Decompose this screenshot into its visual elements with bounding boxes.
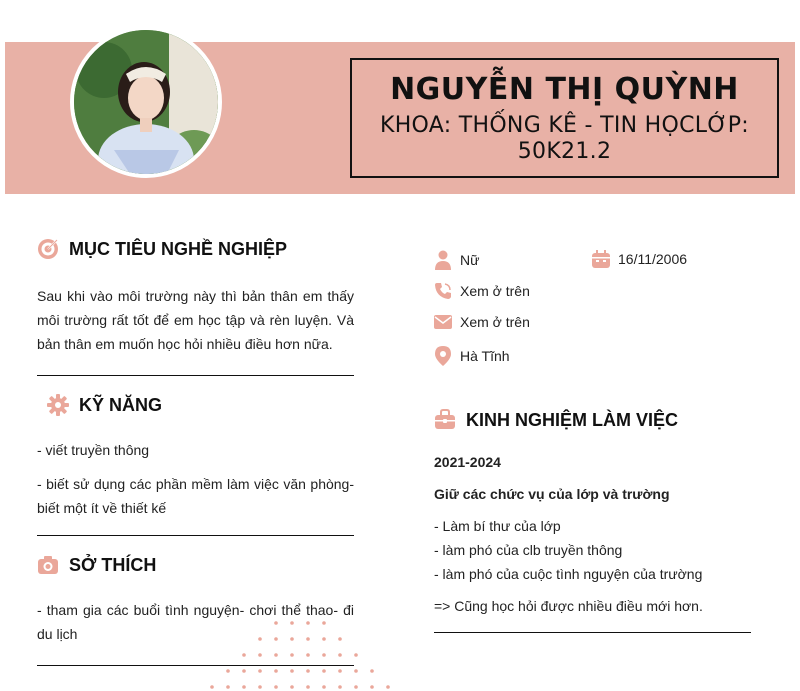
decorative-dot <box>322 637 326 641</box>
objective-text: Sau khi vào môi trường này thì bản thân em thấy môi trường rất tốt để em học tập và rèn luyện. Và bản thân em muốn học hỏi nhiều điều hơn nữa. <box>37 288 354 352</box>
skills-title: KỸ NĂNG <box>79 394 163 415</box>
location-pin-icon <box>434 346 452 366</box>
decorative-dot <box>242 653 246 657</box>
calendar-icon <box>592 250 610 268</box>
faculty-class: KHOA: THỐNG KÊ - TIN HỌCLỚP: 50K21.2 <box>379 113 750 164</box>
phone-row <box>434 282 530 300</box>
decorative-dot <box>258 685 262 689</box>
decorative-dot <box>274 669 278 673</box>
decorative-dot <box>370 669 374 673</box>
decorative-dot <box>322 653 326 657</box>
decorative-dot <box>306 685 310 689</box>
decorative-dot <box>290 669 294 673</box>
decorative-dot <box>338 669 342 673</box>
decorative-dot <box>306 621 310 625</box>
decorative-dot <box>242 669 246 673</box>
address-value: Hà Tĩnh <box>460 348 510 364</box>
decorative-dots <box>205 618 395 691</box>
name-box <box>350 58 779 178</box>
decorative-dot <box>354 653 358 657</box>
decorative-dot <box>322 685 326 689</box>
mail-icon <box>434 314 452 330</box>
skill-item: - viết truyền thông <box>37 442 150 458</box>
decorative-dot <box>274 621 278 625</box>
experience-heading <box>434 409 678 431</box>
gear-icon <box>47 394 69 416</box>
divider <box>434 632 751 633</box>
decorative-dot <box>226 685 230 689</box>
decorative-dot <box>386 685 390 689</box>
skills-heading <box>47 394 162 416</box>
gender-value: Nữ <box>460 252 480 268</box>
decorative-dot <box>290 637 294 641</box>
decorative-dot <box>290 653 294 657</box>
duty-item: - làm phó của clb truyền thông <box>434 542 623 558</box>
target-icon <box>37 238 59 260</box>
full-name: NGUYỄN THỊ QUỲNH <box>390 72 739 107</box>
email-row <box>434 314 530 330</box>
hobbies-heading <box>37 554 156 576</box>
experience-period: 2021-2024 <box>434 454 501 470</box>
decorative-dot <box>354 669 358 673</box>
decorative-dot <box>258 653 262 657</box>
decorative-dot <box>258 669 262 673</box>
objective-heading <box>37 238 287 260</box>
address-row <box>434 346 510 366</box>
email-value: Xem ở trên <box>460 314 530 330</box>
experience-role: Giữ các chức vụ của lớp và trường <box>434 486 670 502</box>
decorative-dot <box>306 653 310 657</box>
hobbies-text: - tham gia các buổi tình nguyện- chơi thể thao- đi du lịch <box>37 602 354 642</box>
decorative-dot <box>242 685 246 689</box>
birthday-row <box>592 250 687 268</box>
decorative-dot <box>274 653 278 657</box>
decorative-dot <box>370 685 374 689</box>
experience-summary: => Cũng học hỏi được nhiều điều mới hơn. <box>434 598 703 614</box>
phone-icon <box>434 282 452 300</box>
decorative-dot <box>338 685 342 689</box>
decorative-dot <box>274 637 278 641</box>
gender-row <box>434 250 479 270</box>
divider <box>37 375 354 376</box>
decorative-dot <box>226 669 230 673</box>
briefcase-icon <box>434 409 456 431</box>
experience-title: KINH NGHIỆM LÀM VIỆC <box>466 409 679 430</box>
objective-title: MỤC TIÊU NGHỀ NGHIỆP <box>69 238 288 259</box>
decorative-dot <box>210 685 214 689</box>
duty-item: - làm phó của cuộc tình nguyện của trường <box>434 566 703 582</box>
decorative-dot <box>322 669 326 673</box>
profile-photo <box>70 26 222 178</box>
decorative-dot <box>258 637 262 641</box>
decorative-dot <box>306 637 310 641</box>
decorative-dot <box>274 685 278 689</box>
decorative-dot <box>290 621 294 625</box>
duty-item: - Làm bí thư của lớp <box>434 518 561 534</box>
decorative-dot <box>354 685 358 689</box>
person-icon <box>434 250 452 270</box>
phone-value: Xem ở trên <box>460 283 530 299</box>
camera-icon <box>37 554 59 576</box>
decorative-dot <box>338 637 342 641</box>
decorative-dot <box>290 685 294 689</box>
birthday-value: 16/11/2006 <box>618 251 688 267</box>
skill-item: - biết sử dụng các phần mềm làm việc văn phòng- biết một ít về thiết kế <box>37 476 354 516</box>
decorative-dot <box>338 653 342 657</box>
hobbies-title: SỞ THÍCH <box>69 554 157 575</box>
decorative-dot <box>322 621 326 625</box>
divider <box>37 535 354 536</box>
decorative-dot <box>306 669 310 673</box>
